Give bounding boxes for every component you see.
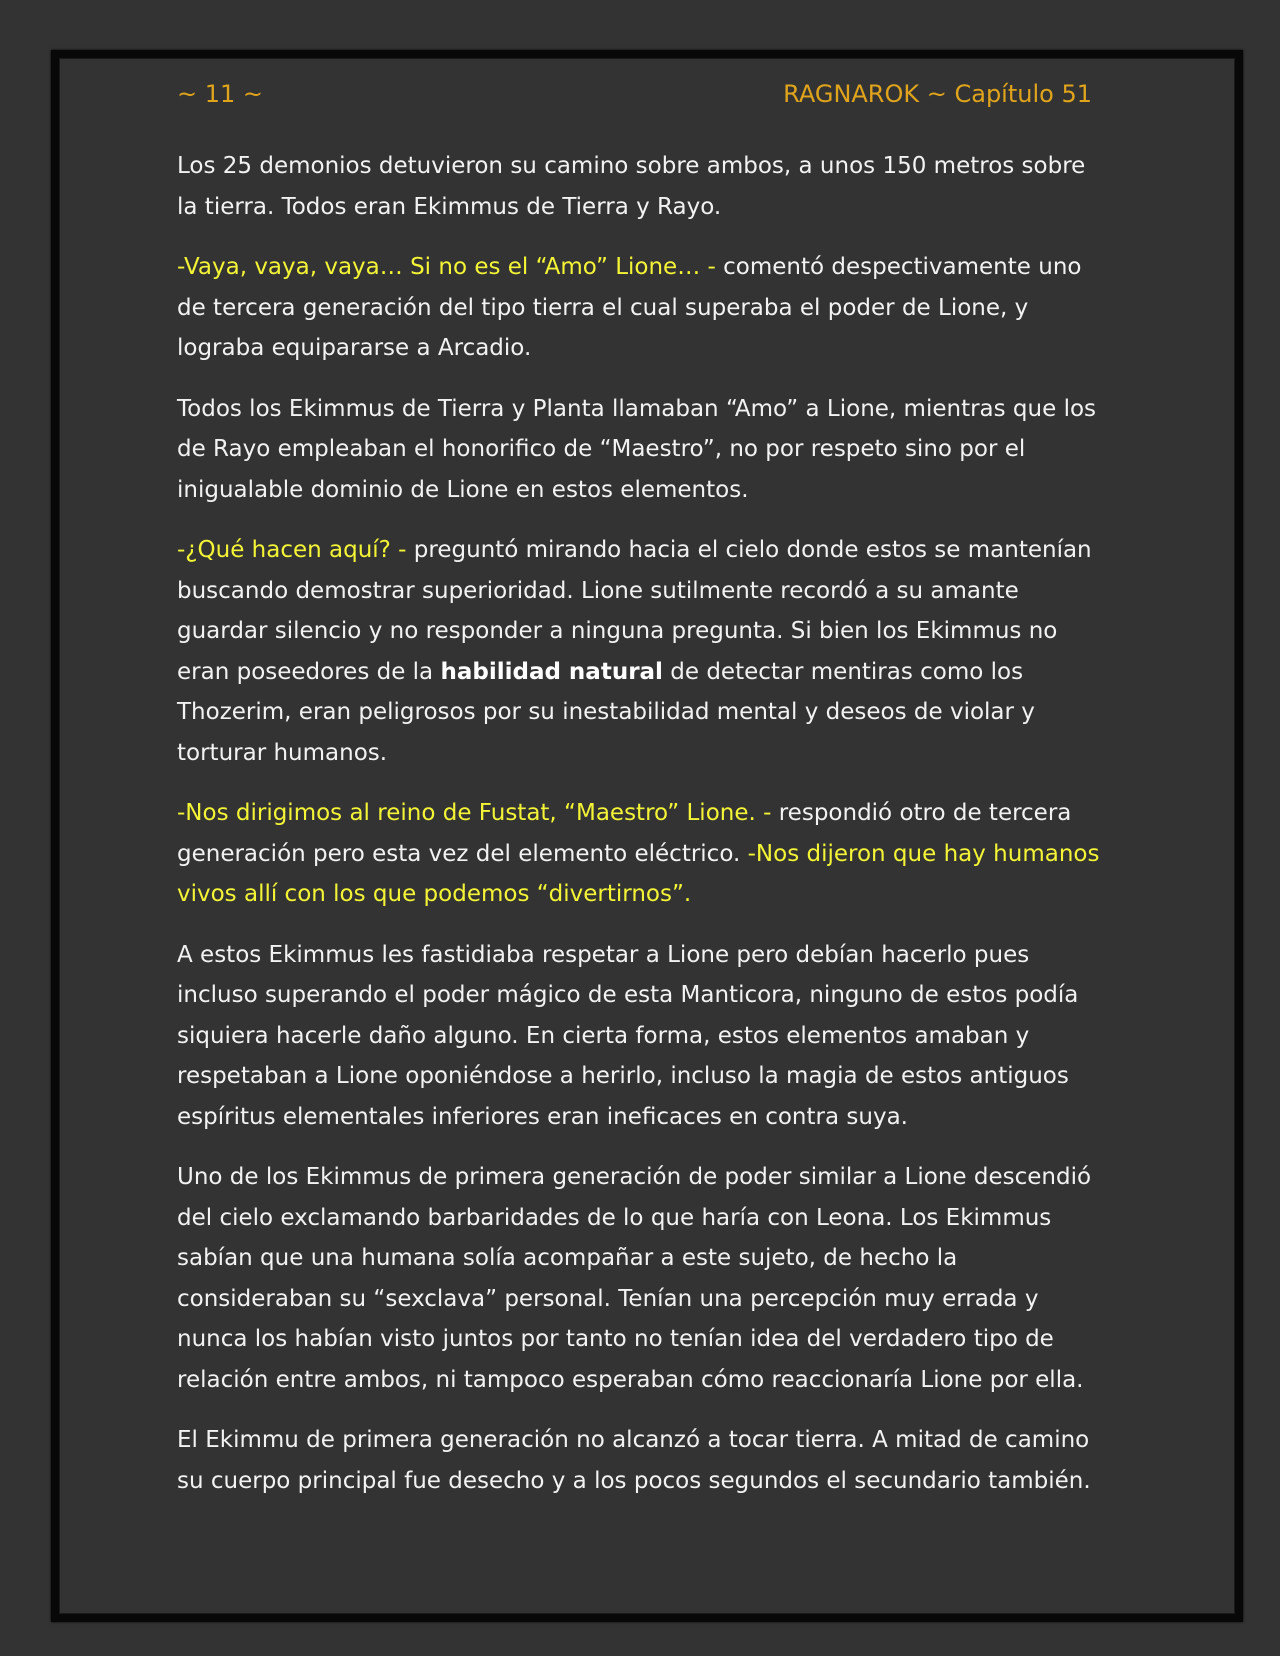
dialogue: -¿Qué hacen aquí? - — [177, 537, 407, 563]
narration: Todos los Ekimmus de Tierra y Planta llamaban “Amo” a Lione, mientras que los de Rayo empleaban el honorifico de “Maestro”, no por respeto sino por el inigualable dominio de Lione en estos elementos. — [177, 395, 1097, 503]
dialogue: -Nos dijeron que hay humanos vivos allí con los que podemos “divertirnos”. — [177, 840, 1100, 907]
paragraph-6 — [177, 935, 1107, 1138]
dialogue: -Nos dirigimos al reino de Fustat, “Maestro” Lione. - — [177, 800, 772, 826]
paragraph-2 — [177, 247, 1107, 369]
paragraph-4 — [177, 530, 1107, 773]
paragraph-3 — [177, 389, 1107, 511]
chapter-body — [177, 146, 1107, 1521]
paragraph-7 — [177, 1157, 1107, 1400]
narration: Los 25 demonios detuvieron su camino sobre ambos, a unos 150 metros sobre la tierra. Todos eran Ekimmus de Tierra y Rayo. — [177, 153, 1086, 220]
narration: preguntó mirando hacia el cielo donde estos se mantenían buscando demostrar superioridad. Lione sutilmente recordó a su amante guardar silencio y no responder a ninguna pregunta. Si bien los Ekimmus no eran poseedores de la — [177, 537, 1092, 685]
paragraph-5 — [177, 793, 1107, 915]
paragraph-8 — [177, 1420, 1107, 1501]
bold-phrase: habilidad natural — [440, 658, 663, 685]
page-header — [177, 74, 1092, 114]
narration: A estos Ekimmus les fastidiaba respetar a Lione pero debían hacerlo pues incluso superando el poder mágico de esta Manticora, ninguno de estos podía siquiera hacerle daño alguno. En cierta forma, estos elementos amaban y respetaban a Lione oponiéndose a herirlo, incluso la magia de estos antiguos espíritus elementales inferiores eran ineficaces en contra suya. — [177, 941, 1079, 1130]
narration: Uno de los Ekimmus de primera generación de poder similar a Lione descendió del cielo exclamando barbaridades de lo que haría con Leona. Los Ekimmus sabían que una humana solía acompañar a este sujeto, de hecho la consideraban su “sexclava” personal. Tenían una percepción muy errada y nunca los habían visto juntos por tanto no tenían idea del verdadero tipo de relación entre ambos, ni tampoco esperaban cómo reaccionaría Lione por ella. — [177, 1164, 1092, 1393]
narration: comentó despectivamente uno de tercera generación del tipo tierra el cual superaba el poder de Lione, y lograba equipararse a Arcadio. — [177, 254, 1082, 361]
page-number: ~ 11 ~ — [177, 80, 264, 108]
narration: respondió otro de tercera generación pero esta vez del elemento eléctrico. — [177, 800, 1072, 867]
paragraph-1 — [177, 146, 1107, 227]
narration: El Ekimmu de primera generación no alcanzó a tocar tierra. A mitad de camino su cuerpo principal fue desecho y a los pocos segundos el secundario también. — [177, 1427, 1091, 1494]
narration: de detectar mentiras como los Thozerim, eran peligrosos por su inestabilidad mental y deseos de violar y torturar humanos. — [177, 658, 1035, 766]
dialogue: -Vaya, vaya, vaya… Si no es el “Amo” Lione… - — [177, 254, 716, 280]
running-title: RAGNAROK ~ Capítulo 51 — [783, 80, 1092, 108]
